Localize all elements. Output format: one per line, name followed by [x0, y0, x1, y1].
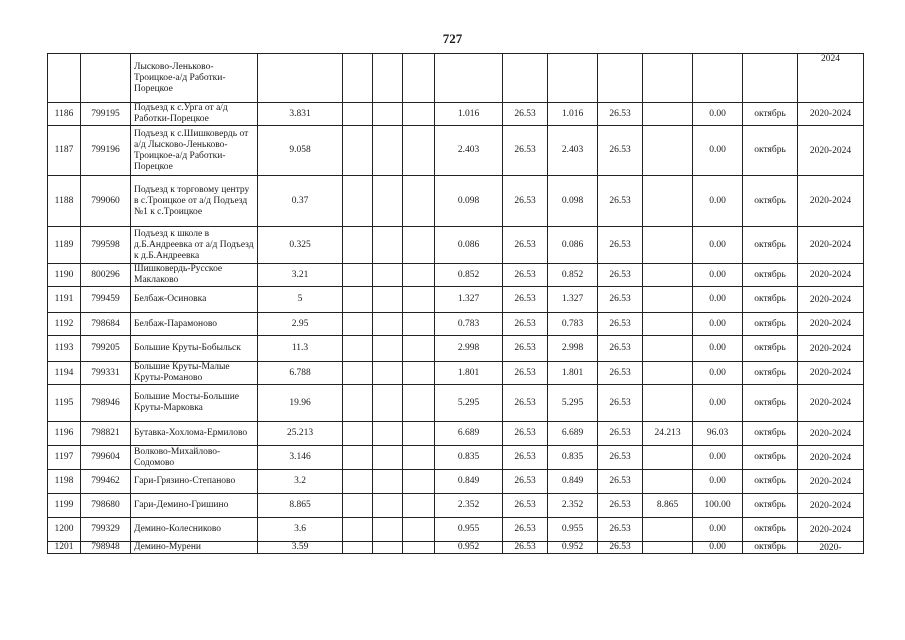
period-cell: 2020-2024 [798, 227, 864, 264]
month-cell: октябрь [743, 176, 798, 227]
period-cell: 2020-2024 [798, 176, 864, 227]
period-cell: 2020-2024 [798, 470, 864, 494]
empty-cell-c [403, 264, 435, 287]
table-row [48, 422, 864, 446]
empty-cell-c [403, 518, 435, 542]
month-cell: октябрь [743, 362, 798, 385]
month-cell: октябрь [743, 542, 798, 554]
table-row [48, 336, 864, 362]
value-cell-2: 0.783 [548, 313, 598, 336]
length-cell: 19.96 [258, 385, 343, 422]
table-row [48, 103, 864, 126]
row-number-cell: 1192 [48, 313, 81, 336]
empty-cell-b [373, 494, 403, 518]
row-number-cell: 1191 [48, 287, 81, 313]
value-cell-2: 1.801 [548, 362, 598, 385]
length-cell: 0.37 [258, 176, 343, 227]
row-number-cell: 1189 [48, 227, 81, 264]
value-cell-2: 0.852 [548, 264, 598, 287]
row-number-cell: 1186 [48, 103, 81, 126]
empty-cell-a [343, 362, 373, 385]
row-number-cell: 1201 [48, 542, 81, 554]
repaired-length-cell [643, 176, 693, 227]
repaired-percent-cell: 0.00 [693, 470, 743, 494]
road-name-cell: Большие Круты-Бобыльск [131, 336, 258, 362]
road-id-cell: 799195 [81, 103, 131, 126]
repaired-length-cell [643, 287, 693, 313]
percent-cell-2: 26.53 [598, 362, 643, 385]
repaired-percent-cell: 100.00 [693, 494, 743, 518]
value-cell-2: 0.849 [548, 470, 598, 494]
repaired-percent-cell: 0.00 [693, 518, 743, 542]
repaired-percent-cell: 0.00 [693, 313, 743, 336]
empty-cell-b [373, 422, 403, 446]
road-name-cell: Демино-Мурени [131, 542, 258, 554]
period-cell: 2020-2024 [798, 494, 864, 518]
row-number-cell: 1195 [48, 385, 81, 422]
repaired-percent-cell: 0.00 [693, 542, 743, 554]
empty-cell-a [343, 542, 373, 554]
length-cell: 3.59 [258, 542, 343, 554]
empty-cell-c [403, 385, 435, 422]
length-cell: 5 [258, 287, 343, 313]
table-row [48, 126, 864, 176]
percent-cell-2: 26.53 [598, 422, 643, 446]
road-name-cell: Подъезд к с.Шишковердь от а/д Лысково-Леньково-Троицкое-а/д Работки-Порецкое [131, 126, 258, 176]
percent-cell-2: 26.53 [598, 126, 643, 176]
road-name-cell: Шишковердь-Русское Маклаково [131, 264, 258, 287]
road-table [47, 53, 864, 554]
period-cell: 2020- [798, 542, 864, 554]
row-number-cell: 1193 [48, 336, 81, 362]
road-name-cell: Гари-Грязино-Степаново [131, 470, 258, 494]
empty-cell-b [373, 518, 403, 542]
percent-cell-1: 26.53 [503, 385, 548, 422]
month-cell: октябрь [743, 313, 798, 336]
length-cell: 6.788 [258, 362, 343, 385]
value-cell-1: 0.098 [435, 176, 503, 227]
road-id-cell: 798946 [81, 385, 131, 422]
repaired-percent-cell: 0.00 [693, 176, 743, 227]
repaired-length-cell [643, 103, 693, 126]
value-cell-2: 0.952 [548, 542, 598, 554]
percent-cell-1: 26.53 [503, 446, 548, 470]
percent-cell-2: 26.53 [598, 542, 643, 554]
table-row [48, 287, 864, 313]
road-name-cell: Большие Круты-Малые Круты-Романово [131, 362, 258, 385]
value-cell-2: 0.098 [548, 176, 598, 227]
table-row [48, 542, 864, 554]
road-id-cell: 799205 [81, 336, 131, 362]
road-name-cell: Подъезд к школе в д.Б.Андреевка от а/д Подъезд к д.Б.Андреевка [131, 227, 258, 264]
empty-cell-a [343, 313, 373, 336]
row-number-cell: 1197 [48, 446, 81, 470]
length-cell: 11.3 [258, 336, 343, 362]
road-name-cell: Волково-Михайлово-Содомово [131, 446, 258, 470]
empty-cell-a [343, 227, 373, 264]
length-cell: 9.058 [258, 126, 343, 176]
page-number: 727 [442, 31, 463, 46]
percent-cell-1: 26.53 [503, 518, 548, 542]
percent-cell-1: 26.53 [503, 287, 548, 313]
percent-cell-2: 26.53 [598, 176, 643, 227]
value-cell-2: 1.016 [548, 103, 598, 126]
percent-cell-1: 26.53 [503, 494, 548, 518]
empty-cell-c [403, 470, 435, 494]
percent-cell-1: 26.53 [503, 103, 548, 126]
value-cell-1: 2.998 [435, 336, 503, 362]
period-cell: 2020-2024 [798, 336, 864, 362]
month-cell: октябрь [743, 227, 798, 264]
length-cell: 3.21 [258, 264, 343, 287]
length-cell: 3.2 [258, 470, 343, 494]
length-cell: 3.146 [258, 446, 343, 470]
table-row [48, 362, 864, 385]
empty-cell-b [373, 446, 403, 470]
empty-cell-c [403, 287, 435, 313]
repaired-percent-cell: 0.00 [693, 336, 743, 362]
period-cell: 2020-2024 [798, 103, 864, 126]
month-cell: октябрь [743, 494, 798, 518]
repaired-length-cell [643, 542, 693, 554]
empty-cell-b [373, 287, 403, 313]
road-id-cell: 799604 [81, 446, 131, 470]
percent-cell-2: 26.53 [598, 446, 643, 470]
table-row [48, 264, 864, 287]
value-cell-1: 0.952 [435, 542, 503, 554]
percent-cell-1: 26.53 [503, 264, 548, 287]
month-cell: октябрь [743, 103, 798, 126]
repaired-length-cell: 24.213 [643, 422, 693, 446]
empty-cell-b [373, 470, 403, 494]
empty-cell-a [343, 336, 373, 362]
percent-cell-2: 26.53 [598, 264, 643, 287]
repaired-percent-cell: 0.00 [693, 362, 743, 385]
row-number-cell: 1198 [48, 470, 81, 494]
empty-cell-b [373, 313, 403, 336]
repaired-percent-cell: 0.00 [693, 446, 743, 470]
road-name-cell: Большие Мосты-Большие Круты-Марковка [131, 385, 258, 422]
table-row [48, 227, 864, 264]
month-cell [743, 54, 798, 103]
empty-cell-c [403, 103, 435, 126]
road-name-cell: Белбаж-Осиновка [131, 287, 258, 313]
row-number-cell: 1194 [48, 362, 81, 385]
empty-cell-a [343, 54, 373, 103]
empty-cell-a [343, 518, 373, 542]
period-cell: 2020-2024 [798, 446, 864, 470]
empty-cell-a [343, 494, 373, 518]
empty-cell-a [343, 287, 373, 313]
empty-cell-b [373, 542, 403, 554]
repaired-percent-cell: 0.00 [693, 264, 743, 287]
empty-cell-a [343, 422, 373, 446]
month-cell: октябрь [743, 264, 798, 287]
empty-cell-a [343, 446, 373, 470]
road-id-cell: 798684 [81, 313, 131, 336]
percent-cell-2: 26.53 [598, 103, 643, 126]
empty-cell-c [403, 362, 435, 385]
month-cell: октябрь [743, 422, 798, 446]
repaired-percent-cell: 0.00 [693, 287, 743, 313]
repaired-percent-cell: 96.03 [693, 422, 743, 446]
empty-cell-b [373, 362, 403, 385]
row-number-cell: 1190 [48, 264, 81, 287]
row-number-cell: 1200 [48, 518, 81, 542]
value-cell-1: 0.849 [435, 470, 503, 494]
empty-cell-b [373, 54, 403, 103]
percent-cell-1: 26.53 [503, 313, 548, 336]
month-cell: октябрь [743, 336, 798, 362]
road-name-cell: Демино-Колесниково [131, 518, 258, 542]
repaired-length-cell [643, 470, 693, 494]
repaired-length-cell [643, 362, 693, 385]
period-cell: 2020-2024 [798, 313, 864, 336]
month-cell: октябрь [743, 126, 798, 176]
empty-cell-a [343, 264, 373, 287]
empty-cell-c [403, 542, 435, 554]
row-number-cell: 1187 [48, 126, 81, 176]
repaired-length-cell [643, 385, 693, 422]
value-cell-1: 0.955 [435, 518, 503, 542]
length-cell: 2.95 [258, 313, 343, 336]
empty-cell-a [343, 103, 373, 126]
road-name-cell: Подъезд к с.Урга от а/д Работки-Порецкое [131, 103, 258, 126]
value-cell-1: 1.327 [435, 287, 503, 313]
repaired-percent-cell: 0.00 [693, 227, 743, 264]
month-cell: октябрь [743, 287, 798, 313]
percent-cell-1: 26.53 [503, 470, 548, 494]
value-cell-1: 0.783 [435, 313, 503, 336]
value-cell-2: 1.327 [548, 287, 598, 313]
period-cell: 2020-2024 [798, 287, 864, 313]
road-name-cell: Подъезд к торговому центру в с.Троицкое от а/д Подъезд №1 к с.Троицкое [131, 176, 258, 227]
road-id-cell: 799196 [81, 126, 131, 176]
empty-cell-c [403, 54, 435, 103]
value-cell-2: 0.835 [548, 446, 598, 470]
repaired-length-cell [643, 126, 693, 176]
percent-cell-2: 26.53 [598, 227, 643, 264]
road-id-cell: 799598 [81, 227, 131, 264]
period-cell: 2024 [798, 54, 864, 103]
road-id-cell: 799462 [81, 470, 131, 494]
table-row [48, 54, 864, 103]
length-cell [258, 54, 343, 103]
row-number-cell [48, 54, 81, 103]
percent-cell-2: 26.53 [598, 336, 643, 362]
percent-cell-2 [598, 54, 643, 103]
empty-cell-c [403, 313, 435, 336]
road-id-cell: 798821 [81, 422, 131, 446]
repaired-percent-cell: 0.00 [693, 385, 743, 422]
road-id-cell: 800296 [81, 264, 131, 287]
repaired-length-cell [643, 264, 693, 287]
repaired-percent-cell [693, 54, 743, 103]
percent-cell-1: 26.53 [503, 336, 548, 362]
row-number-cell: 1188 [48, 176, 81, 227]
repaired-length-cell [643, 313, 693, 336]
percent-cell-1: 26.53 [503, 126, 548, 176]
repaired-percent-cell: 0.00 [693, 126, 743, 176]
value-cell-1: 5.295 [435, 385, 503, 422]
percent-cell-1: 26.53 [503, 362, 548, 385]
percent-cell-2: 26.53 [598, 313, 643, 336]
road-id-cell: 798948 [81, 542, 131, 554]
period-cell: 2020-2024 [798, 385, 864, 422]
table-row [48, 385, 864, 422]
length-cell: 8.865 [258, 494, 343, 518]
road-id-cell [81, 54, 131, 103]
repaired-length-cell [643, 446, 693, 470]
repaired-length-cell [643, 227, 693, 264]
percent-cell-1: 26.53 [503, 422, 548, 446]
month-cell: октябрь [743, 385, 798, 422]
empty-cell-b [373, 126, 403, 176]
table-row [48, 176, 864, 227]
empty-cell-b [373, 227, 403, 264]
empty-cell-a [343, 176, 373, 227]
empty-cell-b [373, 336, 403, 362]
length-cell: 3.6 [258, 518, 343, 542]
length-cell: 25.213 [258, 422, 343, 446]
value-cell-2: 0.955 [548, 518, 598, 542]
value-cell-1: 1.801 [435, 362, 503, 385]
value-cell-2: 2.352 [548, 494, 598, 518]
empty-cell-b [373, 176, 403, 227]
empty-cell-c [403, 422, 435, 446]
empty-cell-a [343, 385, 373, 422]
percent-cell-2: 26.53 [598, 287, 643, 313]
value-cell-1 [435, 54, 503, 103]
road-name-cell: Бутавка-Хохлома-Ермилово [131, 422, 258, 446]
period-cell: 2020-2024 [798, 518, 864, 542]
percent-cell-1: 26.53 [503, 176, 548, 227]
value-cell-1: 2.352 [435, 494, 503, 518]
empty-cell-c [403, 336, 435, 362]
empty-cell-c [403, 227, 435, 264]
row-number-cell: 1199 [48, 494, 81, 518]
percent-cell-1: 26.53 [503, 227, 548, 264]
repaired-length-cell [643, 54, 693, 103]
road-id-cell: 798680 [81, 494, 131, 518]
period-cell: 2020-2024 [798, 362, 864, 385]
empty-cell-c [403, 126, 435, 176]
road-id-cell: 799060 [81, 176, 131, 227]
repaired-length-cell [643, 518, 693, 542]
table-row [48, 313, 864, 336]
value-cell-1: 0.086 [435, 227, 503, 264]
percent-cell-1 [503, 54, 548, 103]
road-id-cell: 799331 [81, 362, 131, 385]
table-row [48, 518, 864, 542]
month-cell: октябрь [743, 446, 798, 470]
empty-cell-b [373, 103, 403, 126]
empty-cell-b [373, 264, 403, 287]
road-name-cell: Лысково-Леньково-Троицкое-а/д Работки-Порецкое [131, 54, 258, 103]
repaired-percent-cell: 0.00 [693, 103, 743, 126]
value-cell-2: 2.403 [548, 126, 598, 176]
value-cell-2: 0.086 [548, 227, 598, 264]
period-cell: 2020-2024 [798, 126, 864, 176]
value-cell-1: 0.852 [435, 264, 503, 287]
road-name-cell: Белбаж-Парамоново [131, 313, 258, 336]
period-cell: 2020-2024 [798, 264, 864, 287]
percent-cell-2: 26.53 [598, 494, 643, 518]
value-cell-2 [548, 54, 598, 103]
empty-cell-c [403, 176, 435, 227]
table-row [48, 446, 864, 470]
empty-cell-b [373, 385, 403, 422]
value-cell-1: 2.403 [435, 126, 503, 176]
percent-cell-2: 26.53 [598, 518, 643, 542]
value-cell-1: 6.689 [435, 422, 503, 446]
percent-cell-2: 26.53 [598, 385, 643, 422]
value-cell-2: 5.295 [548, 385, 598, 422]
month-cell: октябрь [743, 518, 798, 542]
percent-cell-1: 26.53 [503, 542, 548, 554]
table-row [48, 470, 864, 494]
value-cell-1: 1.016 [435, 103, 503, 126]
row-number-cell: 1196 [48, 422, 81, 446]
value-cell-2: 6.689 [548, 422, 598, 446]
repaired-length-cell: 8.865 [643, 494, 693, 518]
empty-cell-a [343, 126, 373, 176]
month-cell: октябрь [743, 470, 798, 494]
road-name-cell: Гари-Демино-Гришино [131, 494, 258, 518]
road-id-cell: 799329 [81, 518, 131, 542]
repaired-length-cell [643, 336, 693, 362]
table-row [48, 494, 864, 518]
length-cell: 3.831 [258, 103, 343, 126]
period-cell: 2020-2024 [798, 422, 864, 446]
value-cell-1: 0.835 [435, 446, 503, 470]
empty-cell-c [403, 494, 435, 518]
road-id-cell: 799459 [81, 287, 131, 313]
empty-cell-a [343, 470, 373, 494]
length-cell: 0.325 [258, 227, 343, 264]
percent-cell-2: 26.53 [598, 470, 643, 494]
empty-cell-c [403, 446, 435, 470]
value-cell-2: 2.998 [548, 336, 598, 362]
